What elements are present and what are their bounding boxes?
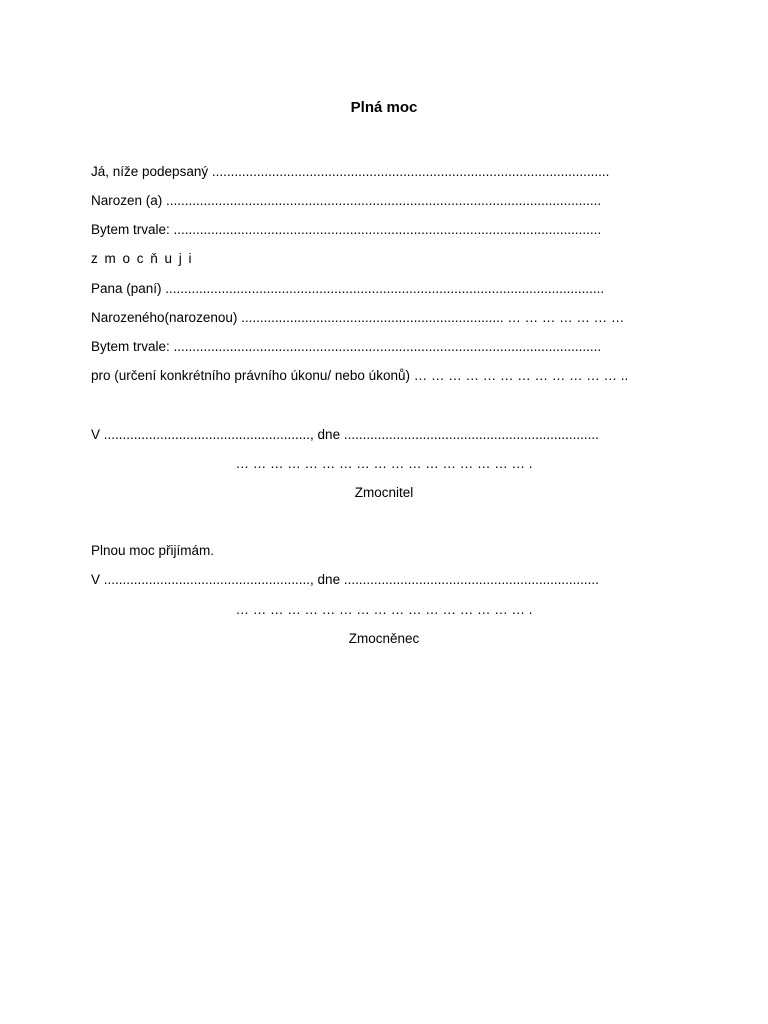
principal-residence-line: Bytem trvale: .................................................................................................................. (91, 222, 602, 237)
agent-place-date-line: V ......................................................., dne .................................................................... (91, 572, 599, 587)
principal-signature-dots: … … … … … … … … … … … … … … … … … . (235, 456, 533, 471)
principal-place-date-line: V ......................................................., dne .................................................................... (91, 427, 599, 442)
agent-name-line: Pana (paní) ..................................................................................................................... (91, 281, 605, 296)
agent-residence-line: Bytem trvale: .................................................................................................................. (91, 339, 602, 354)
document-title: Plná moc (350, 99, 418, 116)
agent-signature-dots: … … … … … … … … … … … … … … … … … . (235, 602, 533, 617)
principal-role-label: Zmocnitel (354, 485, 414, 500)
agent-role-label: Zmocněnec (348, 631, 420, 646)
acceptance-statement: Plnou moc přijímám. (91, 543, 215, 558)
agent-born-line: Narozeného(narozenou) ...................................................................... … … … … … … … (91, 310, 625, 325)
undersigned-line: Já, níže podepsaný .......................................................................................................... (91, 164, 610, 179)
purpose-line: pro (určení konkrétního právního úkonu/ nebo úkonů) … … … … … … … … … … … … .. (91, 368, 629, 383)
authorize-text: z m o c ň u j i (91, 251, 194, 266)
principal-born-line: Narozen (a) .................................................................................................................... (91, 193, 602, 208)
